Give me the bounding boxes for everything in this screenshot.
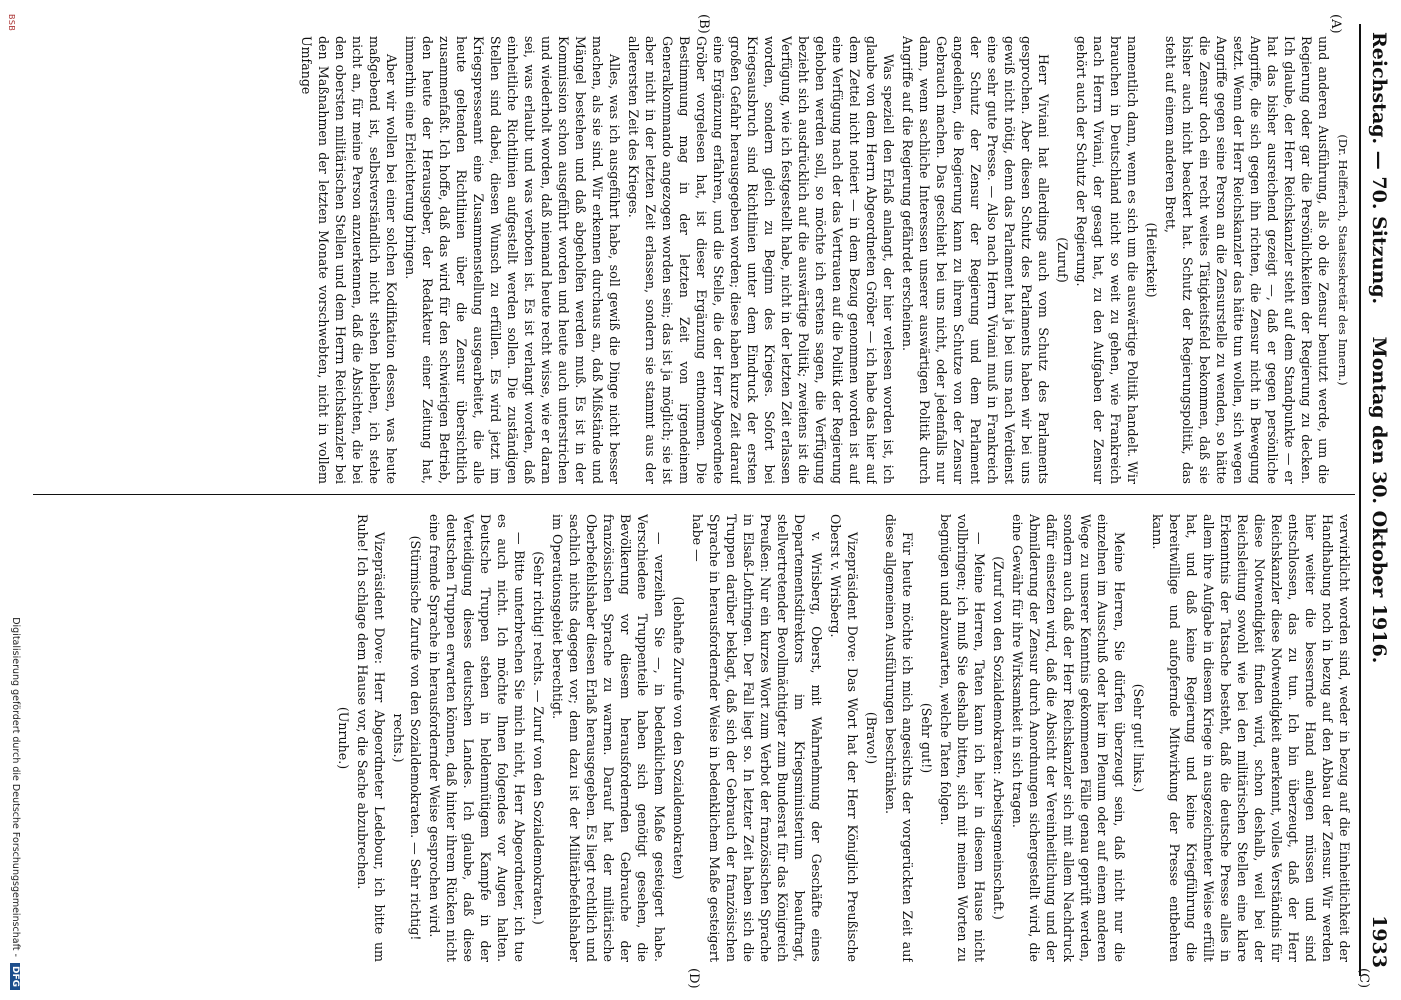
margin-marker-b: (B) — [696, 14, 711, 34]
page-header — [1363, 24, 1393, 976]
body-paragraph: — Bitte unterbrechen Sie mich nicht, Herr Abgeordneter, ich tue es auch nicht. Ich möchte Ihnen folgendes vor Augen halten. Deutsche Truppen stehen in heldenmütigem Kampfe in der Verteidigung dieses deutschen Landes. Ich glaube, daß diese deutschen Truppen erwarten können, daß hinter ihrem Rücken nicht eine fremde Sprache in herausfordernder Weise gesprochen wird. — [427, 514, 527, 962]
dfg-logo-badge: DFG — [10, 963, 20, 990]
speaker-tag: (Dr. Helfferich, Staatssekretär des Innern.) — [1336, 134, 1350, 386]
interjection: (lebhafte Zurufe von den Sozialdemokraten) — [671, 596, 686, 880]
margin-marker-d: (D) — [686, 968, 701, 989]
body-paragraph: v. Wrisberg, Oberst, mit Wahrnehmung der Geschäfte eines Departementsdirektors im Kriegsministerium beauftragt, stellvertretender Bevollmächtigter zum Bundesrat für das Königreich Preußen: Nur ein kurzes Wort zum Verbot der französischen Sprache in Elsaß-Lothringen. Der Fall liegt so. In letzter Zeit haben sich die Truppen darüber beklagt, daß sich der Gebrauch der französischen Sprache in herausfordernder Weise in bedenklichem Maße gesteigert habe — — [690, 514, 824, 962]
header-left-title: Reichstag. — 70. Sitzung. — [1368, 32, 1390, 305]
body-paragraph: Aber wir wollen bei einer solchen Kodifikation dessen, was heute maßgebend ist, selbstverständlich nicht stehen bleiben, ich stehe nicht an, für meine Person anzuerkennen, daß die Absichten, die bei den obersten militärischen Stellen und dem Herrn Reichskanzler bei den Maßnahmen der letzten Monate vorschwebten, nicht in vollem Umfange — [299, 36, 399, 484]
header-date: Montag den 30. Oktober 1916. — [1368, 336, 1390, 664]
interjection: (Stürmische Zurufe von den Sozialdemokraten. — Sehr richtig! rechts.) — [391, 535, 423, 941]
header-rule — [1359, 24, 1361, 976]
interjection: (Bravo!) — [864, 711, 879, 765]
credit-text: Digitalisierung gefördert durch die Deutsche Forschungsgemeinschaft - — [10, 617, 21, 957]
margin-marker-a: (A) — [1328, 14, 1343, 34]
body-paragraph: — verzeihen Sie —, in bedenklichem Maße gesteigert habe. Verschiedene Truppenteile haben sich genötigt gesehen, die Bevölkerung vor diesem herausfordernden Gebrauche der französischen Sprache zu warnen. Darauf hat der militärische Oberbefehlshaber diesen Erlaß herausgegeben. Es liegt rechtlich und sachlich nichts dagegen vor; denn dazu ist der Militärbefehlshaber im Operationsgebiet berechtigt. — [550, 514, 667, 962]
left-text-column — [33, 36, 1353, 484]
interjection: (Sehr gut!) — [919, 702, 934, 774]
interjection: (Heiterkeit) — [1144, 222, 1159, 298]
body-paragraph: und anderen Ausführung, als ob die Zensur benutzt werde, um die Regierung oder gar die Persönlichkeiten der Regierung zu decken. Ich glaube, der Herr Reichskanzler steht auf dem Standpunkte — er hat das bisher ausreichend gezeigt —, daß er gegen persönliche Angriffe, die sich gegen ihn richten, die Zensur nicht in Bewegung setzt. Wenn der Herr Reichskanzler das hätte tun wollen, sich wegen Angriffe gegen seine Person an die Zensurstelle zu wenden, so hätte die Zensur doch ein recht weites Tätigkeitsfeld bekommen, daß sie bisher auch nicht beackert hat. Schutz der Regierungspolitik, das steht auf einem anderen Brett, — [1163, 36, 1331, 484]
body-paragraph: — Meine Herren, Taten kann ich hier in diesem Hause nicht vollbringen; ich muß Sie deshalb bitten, sich mit meinen Worten zu begnügen und abzuwarten, welche Taten folgen. — [938, 514, 987, 962]
digitization-credit — [10, 20, 21, 990]
bsb-stamp: BSB — [7, 14, 16, 32]
body-paragraph: namentlich dann, wenn es sich um die auswärtige Politik handelt. Wir brauchen in Deutschland nicht so weit zu gehen, wie Frankreich nach Herrn Viviani, der gesagt hat, zu den Aufgaben der Zensur gehört auch der Schutz der Regierung. — [1074, 36, 1140, 484]
interjection: (Unruhe.) — [336, 706, 351, 770]
body-paragraph: Herr Viviani hat allerdings auch vom Schutz des Parlaments gesprochen. Aber diesen Schutz des Parlaments haben wir bei uns gewiß nicht nötig, denn das Parlament hat ja bei uns nach Verdienst eine sehr gute Presse. — Also nach Herrn Viviani muß in Frankreich der Schutz der Zensur der Regierung und dem Parlament angedeihen, die Regierung kann zu ihrem Schutze von der Zensur Gebrauch machen. Das geschieht bei uns nicht, oder jedenfalls nur dann, wenn sachliche Interessen unserer auswärtigen Politik durch Angriffe auf die Regierung gefährdet erscheinen. — [900, 36, 1051, 484]
body-paragraph: Meine Herren, Sie dürfen überzeugt sein, daß nicht nur die einzelnen im Ausschuß oder hier im Plenum oder auf einem anderen Wege zu unserer Kenntnis gekommenen Fälle genau geprüft werden, sondern auch daß der Herr Reichskanzler sich mit allem Nachdruck dafür einsetzen wird, daß die Absicht der Vereinheitlichung und der Abmilderung der Zensur durch Anordnungen sichergestellt wird, die eine Gewähr für ihre Wirksamkeit in sich tragen. — [1010, 514, 1127, 962]
body-paragraph: Was speziell den Erlaß anlangt, der hier verlesen worden ist, ich glaube von dem Herrn Abgeordneten Gröber — ich habe das hier auf dem Zettel nicht notiert — in dem Bezug genommen worden ist auf eine Verfügung nach der das Vertrauen auf die Politik der Regierung gehoben werden soll, so möchte ich erstens sagen, die Verfügung bezieht sich ausdrücklich auf die auswärtige Politik; zweitens ist die Verfügung, wie ich festgestellt habe, nicht in der letzten Zeit erlassen worden, sondern gleich zu Beginn des Krieges. Sofort bei Kriegsausbruch sind Richtlinien unter dem Eindruck der ersten großen Gefahr herausgegeben worden; diese haben kurze Zeit darauf eine Ergänzung erfahren, und die Stelle, die der Herr Abgeordnete Gröber vorgelesen hat, ist dieser Ergänzung entnommen. Die Bestimmung mag in der letzten Zeit von irgendeinem Generalkommando angezogen worden sein; das ist ja möglich; sie ist aber nicht in der letzten Zeit erlassen, sondern sie stammt aus der allerersten Zeit des Krieges. — [626, 36, 896, 484]
interjection: (Sehr richtig! rechts. — Zuruf von den Sozialdemokraten.) — [531, 551, 546, 925]
column-divider — [33, 494, 1355, 495]
right-text-column — [33, 514, 1353, 962]
interjection: (Zuruf) — [1055, 237, 1070, 283]
president-statement: Vizepräsident Dove: Das Wort hat der Herr Königlich Preußische Oberst v. Wrisberg. — [828, 514, 860, 962]
interjection: (Zuruf von den Sozialdemokraten: Arbeitsgemeinschaft.) — [991, 556, 1006, 920]
margin-marker-c: (C) — [1356, 968, 1371, 989]
body-paragraph: Für heute möchte ich mich angesichts der vorgerückten Zeit auf diese allgemeinen Ausführungen beschränken. — [883, 514, 915, 962]
body-paragraph: Alles, was ich ausgeführt habe, soll gewiß die Dinge nicht besser machen, als sie sind. Wir erkennen durchaus an, daß Mißstände und Mängel bestehen und daß abgeholfen werden muß. Es ist in der Kommission schon ausgeführt worden und heute auch unterstrichen und wiederholt worden, daß niemand heute recht wisse, wie er daran sei, was erlaubt und was verboten ist. Es ist verlangt worden, daß einheitliche Richtlinien aufgestellt werden sollen. Die zuständigen Stellen sind dabei, diesen Wunsch zu erfüllen. Es wird jetzt im Kriegspresseamt eine Zusammenstellung ausgearbeitet, die alle heute geltenden Richtlinien über die Zensur übersichtlich zusammenfaßt. Ich hoffe, daß das wird für den schwierigen Betrieb, den heute der Herausgeber, der Redakteur einer Zeitung hat, immerhin eine Erleichterung bringen. — [403, 36, 622, 484]
body-paragraph: verwirklicht worden sind, weder in bezug auf die Einheitlichkeit der Handhabung noch in bezug auf den Abbau der Zensur. Wir werden hier weiter die bessernde Hand anlegen müssen und sind entschlossen, das zu tun. Ich bin überzeugt, daß der Herr Reichskanzler diese Notwendigkeit anerkennt, volles Verständnis für diese Notwendigkeit finden wird, schon deshalb, weil bei der Reichsleitung sowohl wie bei den militärischen Stellen eine klare Erkenntnis der Tatsache besteht, daß die deutsche Presse alles in allem ihre Aufgabe in diesem Kriege in ausgezeichneter Weise erfüllt hat, und daß keine Regierung und keine Kriegführung die bereitwillige und aufopfernde Mitwirkung der Presse entbehren kann. — [1150, 514, 1352, 962]
president-statement: Vizepräsident Dove: Herr Abgeordneter Ledebour, ich bitte um Ruhe! Ich schlage dem Hause vor, die Sache abzubrechen. — [355, 514, 387, 962]
interjection: (Sehr gut! links.) — [1131, 683, 1146, 793]
page-number: 1933 — [1368, 915, 1390, 968]
